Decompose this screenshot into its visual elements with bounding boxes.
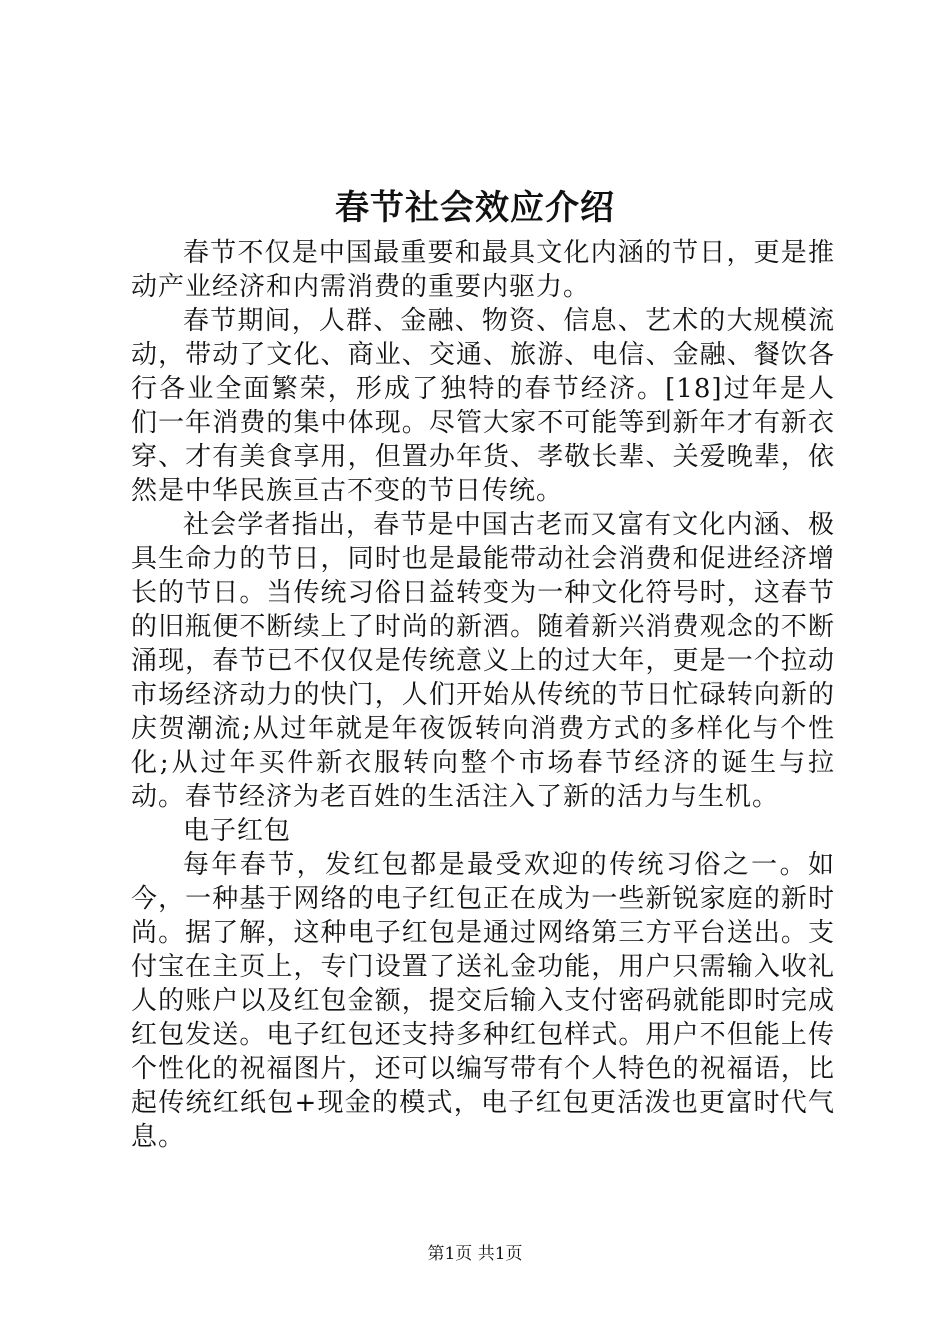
paragraph-spring-festival-economy: 春节期间，人群、金融、物资、信息、艺术的大规模流动，带动了文化、商业、交通、旅游、电信、金融、餐饮各行各业全面繁荣，形成了独特的春节经济。[18]过年是人们一年消费的集中体现。尽管大家不可能等到新年才有新衣穿、才有美食享用，但置办年货、孝敬长辈、关爱晚辈，依然是中华民族亘古不变的节日传统。 xyxy=(131,306,835,506)
section-heading-e-red-packet: 电子红包 xyxy=(183,816,292,846)
page-title: 春节社会效应介绍 xyxy=(335,188,615,228)
paragraph-e-red-packet: 每年春节，发红包都是最受欢迎的传统习俗之一。如今，一种基于网络的电子红包正在成为一些新锐家庭的新时尚。据了解，这种电子红包是通过网络第三方平台送出。支付宝在主页上，专门设置了送礼金功能，用户只需输入收礼人的账户以及红包金额，提交后输入支付密码就能即时完成红包发送。电子红包还支持多种红包样式。用户不但能上传个性化的祝福图片，还可以编写带有个人特色的祝福语，比起传统红纸包+现金的模式，电子红包更活泼也更富时代气息。 xyxy=(131,850,835,1152)
document-body xyxy=(131,236,835,1154)
page-footer: 第1页 共1页 xyxy=(427,1244,523,1264)
paragraph-sociologist-view: 社会学者指出，春节是中国古老而又富有文化内涵、极具生命力的节日，同时也是最能带动社会消费和促进经济增长的节日。当传统习俗日益转变为一种文化符号时，这春节的旧瓶便不断续上了时尚的新酒。随着新兴消费观念的不断涌现，春节已不仅仅是传统意义上的过大年，更是一个拉动市场经济动力的快门，人们开始从传统的节日忙碌转向新的庆贺潮流;从过年就是年夜饭转向消费方式的多样化与个性化;从过年买件新衣服转向整个市场春节经济的诞生与拉动。春节经济为老百姓的生活注入了新的活力与生机。 xyxy=(131,510,835,812)
paragraph-intro: 春节不仅是中国最重要和最具文化内涵的节日，更是推动产业经济和内需消费的重要内驱力。 xyxy=(131,238,835,302)
